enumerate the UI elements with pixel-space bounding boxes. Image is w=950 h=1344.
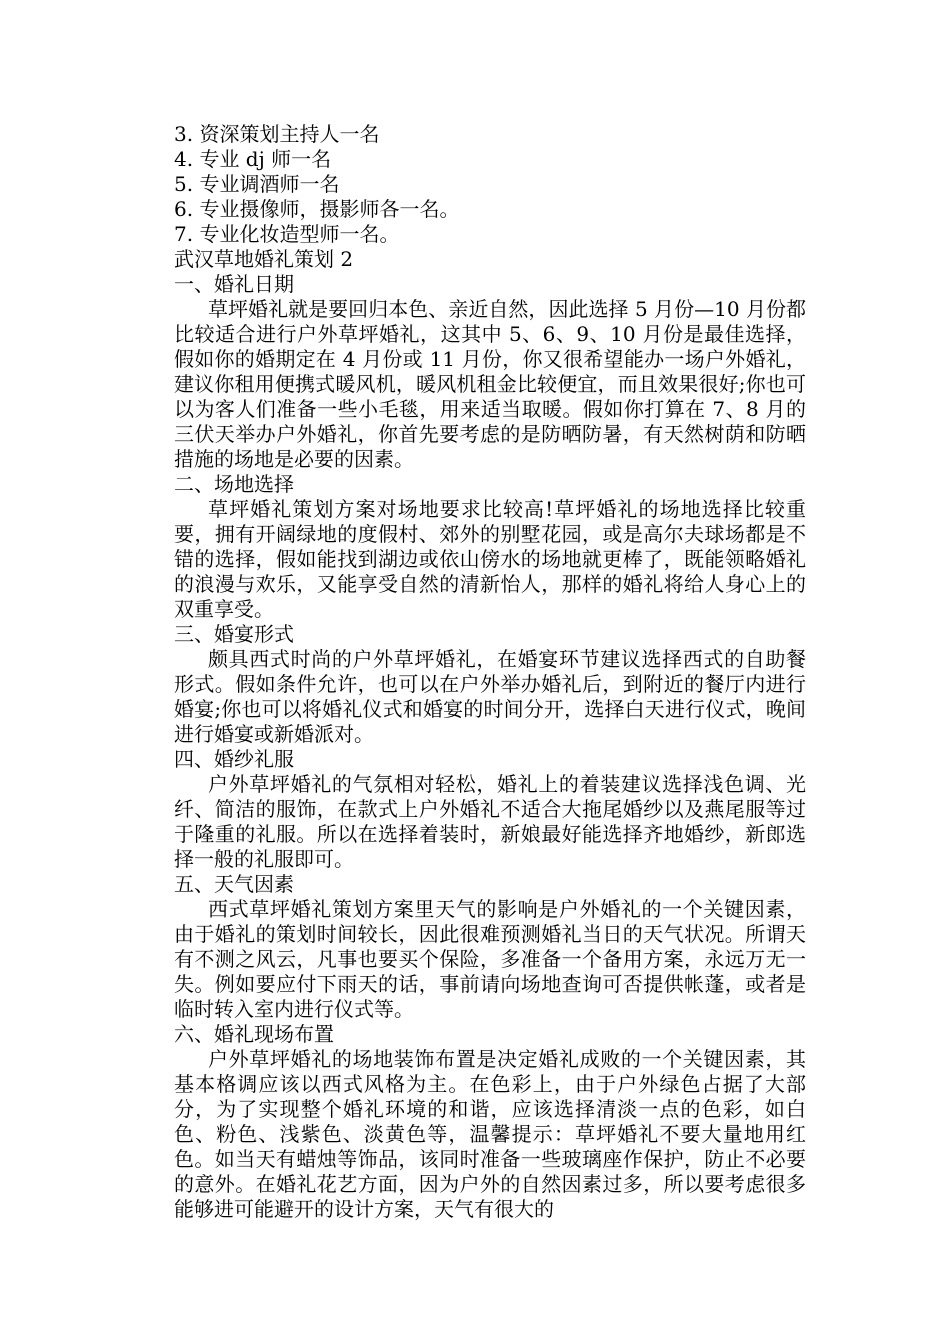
section-paragraph: 草坪婚礼就是要回归本色、亲近自然，因此选择 5 月份—10 月份都比较适合进行户外草坪婚礼，这其中 5、6、9、10 月份是最佳选择，假如你的婚期定在 4 月份或 11 月份，你又很希望能办一场户外婚礼，建议你租用便携式暖风机，暖风机租金比较便宜，而且效果很好;你也可以为客人们准备一些小毛毯，用来适当取暖。假如你打算在 7、8 月的三伏天举办户外婚礼，你首先要考虑的是防晒防暑，有天然树荫和防晒措施的场地是必要的因素。 (174, 297, 806, 471)
staff-item: 4. 专业 dj 师一名 (174, 147, 332, 171)
staff-item: 5. 专业调酒师一名 (174, 172, 340, 196)
section-heading: 三、婚宴形式 (174, 622, 294, 646)
staff-item: 3. 资深策划主持人一名 (174, 122, 380, 146)
section-paragraph: 西式草坪婚礼策划方案里天气的影响是户外婚礼的一个关键因素，由于婚礼的策划时间较长，因此很难预测婚礼当日的天气状况。所谓天有不测之风云，凡事也要买个保险，多准备一个备用方案，永远万无一失。例如要应付下雨天的话，事前请向场地查询可否提供帐蓬，或者是临时转入室内进行仪式等。 (174, 897, 806, 1021)
section-paragraph: 户外草坪婚礼的气氛相对轻松，婚礼上的着装建议选择浅色调、光纤、简洁的服饰，在款式上户外婚礼不适合大拖尾婚纱以及燕尾服等过于隆重的礼服。所以在选择着装时，新娘最好能选择齐地婚纱，新郎选择一般的礼服即可。 (174, 772, 806, 871)
staff-item: 7. 专业化妆造型师一名。 (174, 222, 400, 246)
section-heading: 五、天气因素 (174, 872, 294, 896)
document-body (174, 122, 806, 1222)
section-paragraph: 户外草坪婚礼的场地装饰布置是决定婚礼成败的一个关键因素，其基本格调应该以西式风格为主。在色彩上，由于户外绿色占据了大部分，为了实现整个婚礼环境的和谐，应该选择清淡一点的色彩，如白色、粉色、浅紫色、淡黄色等，温馨提示：草坪婚礼不要大量地用红色。如当天有蜡烛等饰品，该同时准备一些玻璃座作保护，防止不必要的意外。在婚礼花艺方面，因为户外的自然因素过多，所以要考虑很多能够进可能避开的设计方案，天气有很大的 (174, 1047, 806, 1221)
section-heading: 一、婚礼日期 (174, 272, 294, 296)
section-paragraph: 草坪婚礼策划方案对场地要求比较高!草坪婚礼的场地选择比较重要，拥有开阔绿地的度假村、郊外的别墅花园，或是高尔夫球场都是不错的选择，假如能找到湖边或依山傍水的场地就更棒了，既能领略婚礼的浪漫与欢乐，又能享受自然的清新怡人，那样的婚礼将给人身心上的双重享受。 (174, 497, 806, 621)
section-paragraph: 颇具西式时尚的户外草坪婚礼，在婚宴环节建议选择西式的自助餐形式。假如条件允许，也可以在户外举办婚礼后，到附近的餐厅内进行婚宴;你也可以将婚礼仪式和婚宴的时间分开，选择白天进行仪式，晚间进行婚宴或新婚派对。 (174, 647, 806, 746)
staff-item: 6. 专业摄像师，摄影师各一名。 (174, 197, 460, 221)
section-heading: 六、婚礼现场布置 (174, 1022, 334, 1046)
document-subtitle: 武汉草地婚礼策划 2 (174, 247, 354, 271)
section-heading: 二、场地选择 (174, 472, 294, 496)
section-heading: 四、婚纱礼服 (174, 747, 294, 771)
